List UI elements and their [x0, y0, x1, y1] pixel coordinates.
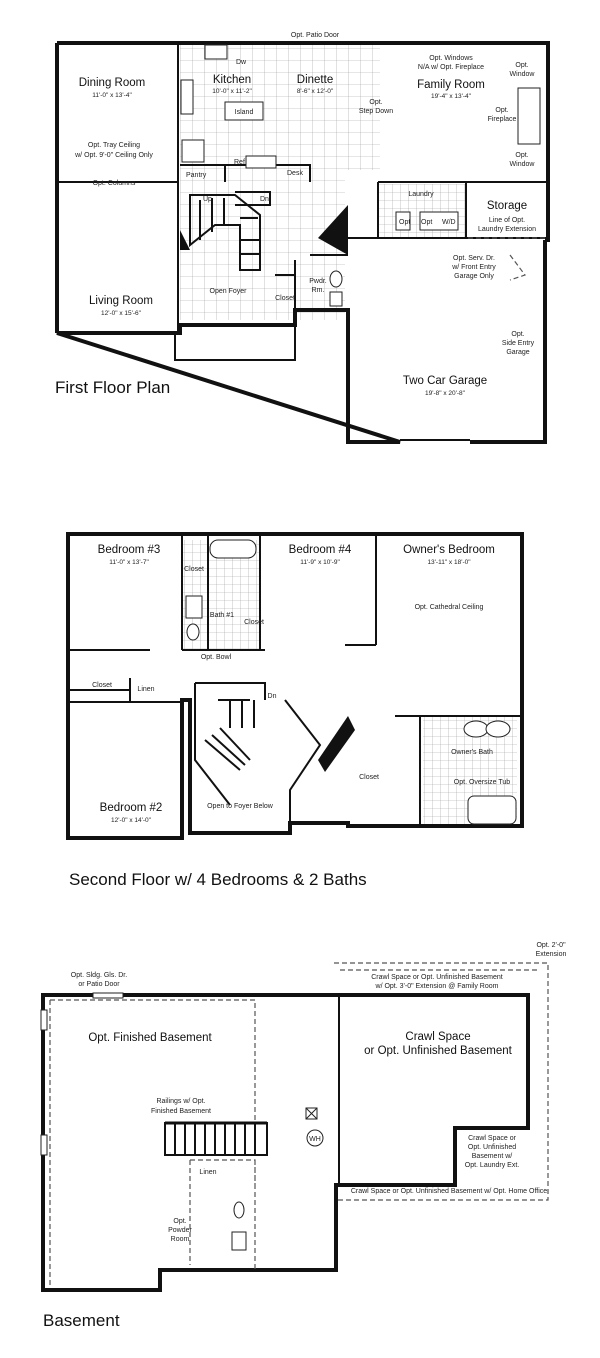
bedroom4-dims: 11'-9" x 10'-9" — [300, 559, 340, 566]
opt-windows-line1: Opt. Windows — [429, 55, 473, 62]
laundry-ext-line1: Line of Opt. — [488, 217, 526, 224]
pwdr-rm-line2: Rm. — [311, 287, 325, 294]
railings-line2: Finished Basement — [151, 1108, 211, 1115]
second-floor-title: Second Floor w/ 4 Bedrooms & 2 Baths — [69, 870, 367, 889]
hall-closet-label: Closet — [92, 682, 112, 689]
bath1-tub — [210, 540, 256, 558]
opt-window-bottom-line1: Opt. — [515, 152, 529, 159]
first-floor-title: First Floor Plan — [55, 378, 171, 397]
dishwasher-label: Dw — [236, 59, 247, 66]
water-heater-label: WH — [309, 1136, 321, 1143]
second-floor-linen-label: Linen — [137, 686, 155, 693]
owners-bath-label: Owner's Bath — [451, 749, 493, 756]
oversize-tub-label: Opt. Oversize Tub — [453, 779, 511, 786]
side-entry-line1: Opt. — [511, 331, 525, 338]
ref-label: Ref — [234, 159, 245, 166]
powder-toilet-basement — [234, 1202, 244, 1218]
laundry-ext-line2: Laundry Extension — [478, 226, 536, 233]
laundry-label: Laundry — [408, 191, 434, 198]
bedroom3-label: Bedroom #3 — [97, 544, 161, 556]
kitchen-label: Kitchen — [212, 74, 252, 86]
owners-bedroom-dims: 13'-11" x 18'-0" — [427, 559, 471, 566]
desk-label: Desk — [287, 170, 303, 177]
crawl-right-line3: Basement w/ — [471, 1153, 513, 1160]
stair-up-label: Up — [203, 196, 212, 203]
serv-dr-line1: Opt. Serv. Dr. — [453, 255, 495, 262]
opt-window-top-line2: Window — [509, 71, 535, 78]
first-floor-plan — [55, 32, 548, 442]
sliding-door — [93, 993, 123, 998]
open-to-foyer-label: Open to Foyer Below — [207, 803, 273, 810]
kitchen-range — [181, 80, 193, 114]
powder-room-line2: Powder — [168, 1227, 192, 1234]
bedroom4-closet-label: Closet — [244, 619, 264, 626]
finished-basement-label: Opt. Finished Basement — [88, 1032, 212, 1044]
opt-fireplace-line1: Opt. — [495, 107, 509, 114]
patio-door-label: Opt. Patio Door — [290, 32, 340, 39]
washer-dryer-label: W/D — [442, 219, 456, 226]
crawl-top-line1: Crawl Space or Opt. Unfinished Basement — [371, 974, 503, 981]
bath1-sink — [186, 596, 202, 618]
living-room-dims: 12'-0" x 15'-6" — [101, 310, 141, 317]
sldg-door-line2: or Patio Door — [78, 981, 120, 988]
step-down-line2: Step Down — [358, 108, 394, 115]
tray-ceiling-line1: Opt. Tray Ceiling — [87, 142, 141, 149]
kitchen-sink — [205, 45, 227, 59]
bath1-toilet — [187, 624, 199, 640]
kitchen-tile-floor — [180, 45, 383, 170]
crawl-right-line1: Crawl Space or — [468, 1135, 516, 1142]
open-foyer-label: Open Foyer — [209, 288, 247, 295]
dinette-dims: 8'-6" x 12'-0" — [296, 88, 334, 95]
bedroom2-label: Bedroom #2 — [99, 802, 163, 814]
opt-windows-line2: N/A w/ Opt. Fireplace — [417, 64, 485, 71]
owners-bedroom-label: Owner's Bedroom — [403, 544, 495, 556]
garage-label: Two Car Garage — [402, 375, 488, 387]
second-floor-column — [318, 716, 355, 772]
second-floor-plan — [68, 534, 522, 889]
basement-linen-label: Linen — [199, 1169, 217, 1176]
opt-window-bottom-line2: Window — [509, 161, 535, 168]
crawl-main-line1: Crawl Space — [405, 1031, 471, 1043]
crawl-bottom-label: Crawl Space or Opt. Unfinished Basement w/ Opt. Home Office — [350, 1188, 548, 1195]
owners-bath-sink-right — [486, 721, 510, 737]
serv-dr-line2: w/ Front Entry — [452, 264, 496, 271]
family-room-dims: 19'-4" x 13'-4" — [431, 93, 471, 100]
dining-room-label: Dining Room — [78, 77, 146, 89]
second-floor-stair-treads — [205, 700, 254, 770]
opt-fireplace-line2: Fireplace — [487, 116, 517, 123]
crawl-top-line2: w/ Opt. 3'-0" Extension @ Family Room — [375, 983, 499, 990]
crawl-right-line4: Opt. Laundry Ext. — [464, 1162, 520, 1169]
side-entry-line3: Garage — [506, 349, 530, 356]
bedroom4-label: Bedroom #4 — [288, 544, 352, 556]
ext-2ft-line2: Extension — [535, 951, 567, 958]
powder-room-line1: Opt. — [173, 1218, 187, 1225]
island-label: Island — [234, 109, 254, 116]
tray-ceiling-line2: w/ Opt. 9'-0" Ceiling Only — [75, 152, 153, 159]
powder-room-line3: Room — [170, 1236, 190, 1243]
oversize-tub — [468, 796, 516, 824]
basement-plan — [41, 942, 566, 1330]
crawl-right-line2: Opt. Unfinished — [467, 1144, 517, 1151]
basement-title: Basement — [43, 1311, 120, 1330]
serv-dr-line3: Garage Only — [454, 273, 494, 280]
garage-dims: 19'-8" x 20'-8" — [425, 390, 465, 397]
ext-2ft-line1: Opt. 2'-0" — [536, 942, 566, 949]
second-floor-dn-label: Dn — [267, 693, 277, 700]
dining-room-dims: 11'-0" x 13'-4" — [92, 92, 132, 99]
refrigerator — [246, 156, 276, 168]
owners-bath-sink-left — [464, 721, 488, 737]
family-room-label: Family Room — [417, 79, 485, 91]
cathedral-ceiling-label: Opt. Cathedral Ceiling — [414, 604, 484, 611]
basement-window-bottom — [41, 1135, 47, 1155]
laundry-opt-tub-label: Opt — [399, 219, 411, 226]
pantry-box — [182, 140, 204, 162]
side-entry-line2: Side Entry — [501, 340, 535, 347]
pwdr-rm-line1: Pwdr. — [309, 278, 327, 285]
bath1-label: Bath #1 — [209, 612, 235, 619]
owners-closet-label: Closet — [359, 774, 379, 781]
laundry-opt-label: Opt — [421, 219, 433, 226]
kitchen-dims: 10'-0" x 11'-2" — [212, 88, 252, 95]
stair-dn-label: Dn — [260, 196, 269, 203]
basement-stair-treads — [175, 1123, 255, 1155]
powder-sink — [330, 292, 342, 306]
bedroom3-closet-label: Closet — [184, 566, 204, 573]
crawl-main-line2: or Opt. Unfinished Basement — [364, 1045, 512, 1057]
dinette-label: Dinette — [296, 74, 334, 86]
living-room-label: Living Room — [89, 295, 153, 307]
opt-window-top-line1: Opt. — [515, 62, 529, 69]
opt-fireplace-box — [518, 88, 540, 144]
bedroom3-dims: 11'-0" x 13'-7" — [109, 559, 149, 566]
front-porch — [175, 325, 295, 360]
storage-label: Storage — [486, 200, 528, 212]
foyer-closet-label: Closet — [275, 295, 295, 302]
powder-sink-basement — [232, 1232, 246, 1250]
powder-toilet — [330, 271, 342, 287]
garage-service-door — [510, 255, 525, 280]
railings-line1: Railings w/ Opt. — [156, 1098, 206, 1105]
sldg-door-line1: Opt. Sldg. Gls. Dr. — [70, 972, 128, 979]
open-to-foyer-rail — [285, 700, 320, 823]
basement-window-top — [41, 1010, 47, 1030]
opt-columns-label: Opt. Columns — [92, 180, 136, 187]
opt-bowl-label: Opt. Bowl — [200, 654, 232, 661]
step-down-line1: Opt. — [369, 99, 383, 106]
bedroom2-dims: 12'-0" x 14'-0" — [111, 817, 151, 824]
pantry-label: Pantry — [186, 172, 207, 179]
hall-closet-walls — [68, 678, 182, 702]
